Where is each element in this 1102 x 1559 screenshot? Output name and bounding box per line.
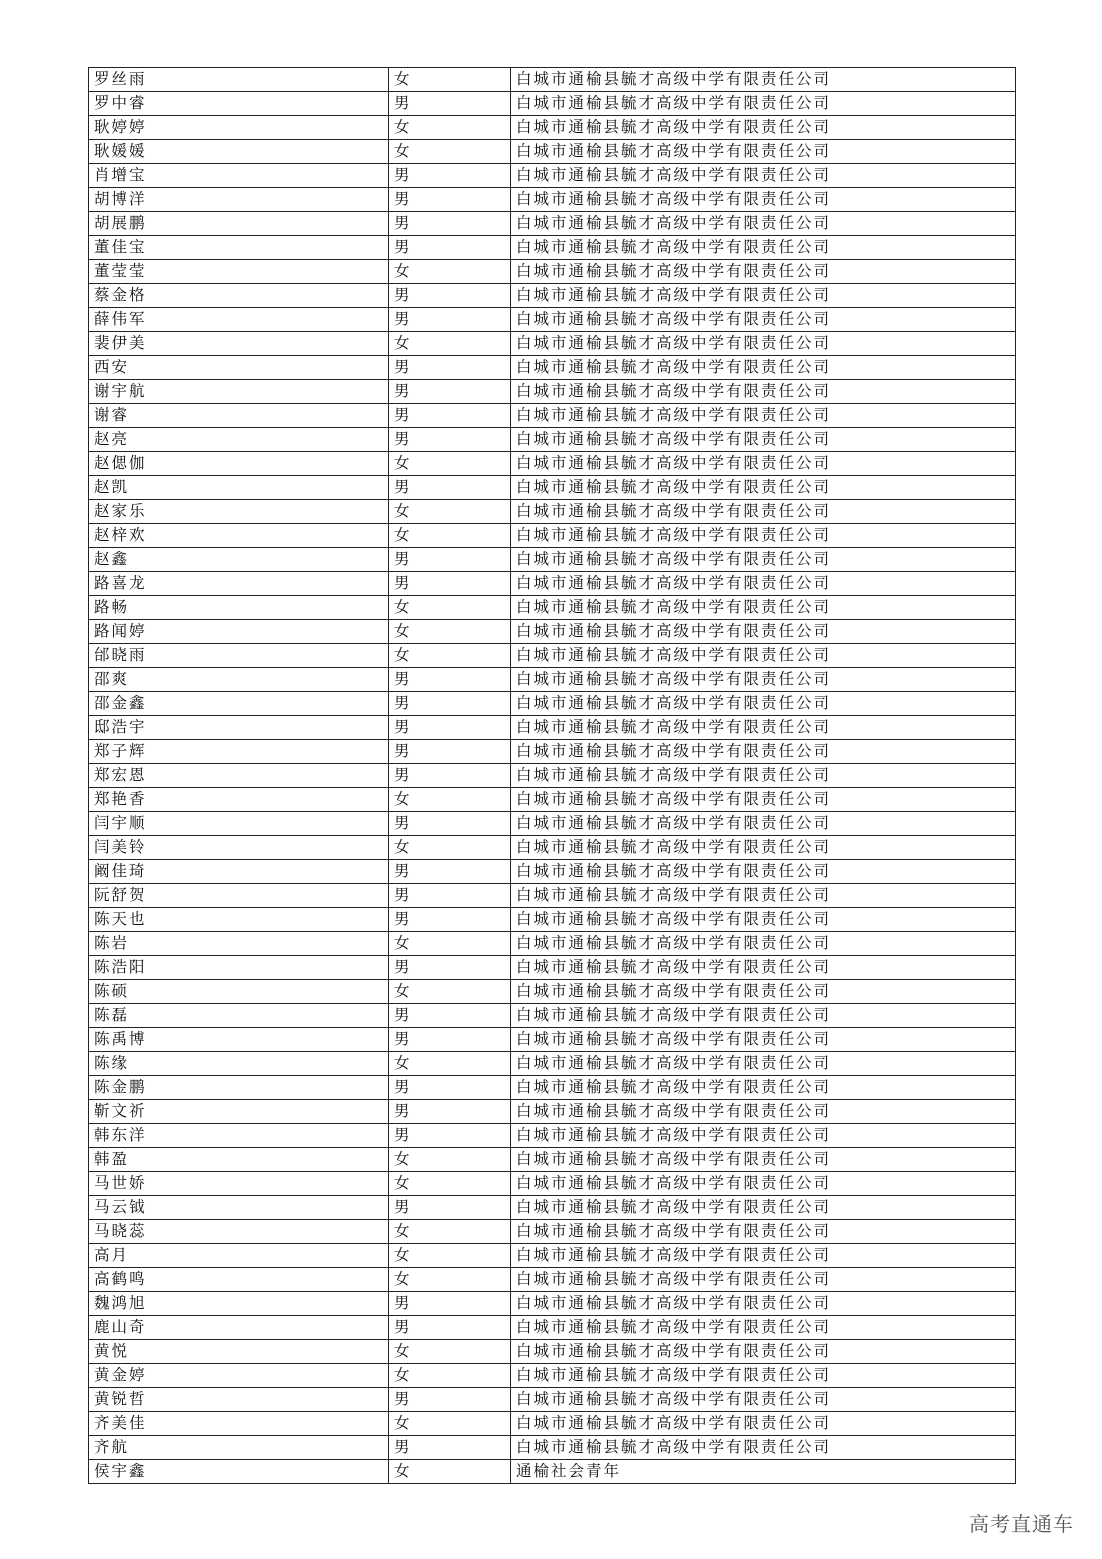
table-row [89,668,1016,692]
name-cell: 赵家乐 [89,500,389,524]
name-cell: 薛伟军 [89,308,389,332]
name-cell: 马晓蕊 [89,1220,389,1244]
table-row [89,212,1016,236]
table-row [89,476,1016,500]
unit-cell: 白城市通榆县毓才高级中学有限责任公司 [511,812,1016,836]
unit-cell: 白城市通榆县毓才高级中学有限责任公司 [511,1076,1016,1100]
name-cell: 齐航 [89,1436,389,1460]
watermark-text: 高考直通车 [969,1512,1074,1536]
gender-cell: 男 [389,236,511,260]
table-row [89,740,1016,764]
table-row [89,1028,1016,1052]
table-row [89,380,1016,404]
gender-cell: 女 [389,836,511,860]
table-row [89,1004,1016,1028]
unit-cell: 白城市通榆县毓才高级中学有限责任公司 [511,140,1016,164]
gender-cell: 女 [389,644,511,668]
name-cell: 魏鸿旭 [89,1292,389,1316]
unit-cell: 通榆社会青年 [511,1460,1016,1484]
gender-cell: 女 [389,68,511,92]
name-cell: 耿媛媛 [89,140,389,164]
name-cell: 路畅 [89,596,389,620]
table-row [89,956,1016,980]
name-cell: 赵鑫 [89,548,389,572]
table-row [89,1460,1016,1484]
table-row [89,620,1016,644]
gender-cell: 男 [389,1028,511,1052]
table-row [89,140,1016,164]
unit-cell: 白城市通榆县毓才高级中学有限责任公司 [511,380,1016,404]
gender-cell: 男 [389,812,511,836]
unit-cell: 白城市通榆县毓才高级中学有限责任公司 [511,572,1016,596]
gender-cell: 男 [389,1436,511,1460]
gender-cell: 男 [389,476,511,500]
gender-cell: 男 [389,1388,511,1412]
table-row [89,980,1016,1004]
table-row [89,908,1016,932]
name-cell: 韩盈 [89,1148,389,1172]
unit-cell: 白城市通榆县毓才高级中学有限责任公司 [511,284,1016,308]
gender-cell: 男 [389,380,511,404]
unit-cell: 白城市通榆县毓才高级中学有限责任公司 [511,476,1016,500]
table-row [89,1124,1016,1148]
unit-cell: 白城市通榆县毓才高级中学有限责任公司 [511,716,1016,740]
roster-body [89,68,1016,1484]
name-cell: 郑艳香 [89,788,389,812]
name-cell: 陈岩 [89,932,389,956]
gender-cell: 男 [389,668,511,692]
gender-cell: 男 [389,164,511,188]
table-row [89,1364,1016,1388]
table-row [89,524,1016,548]
name-cell: 闫宇顺 [89,812,389,836]
unit-cell: 白城市通榆县毓才高级中学有限责任公司 [511,1220,1016,1244]
unit-cell: 白城市通榆县毓才高级中学有限责任公司 [511,1388,1016,1412]
table-row [89,1268,1016,1292]
table-row [89,1292,1016,1316]
name-cell: 黄悦 [89,1340,389,1364]
gender-cell: 男 [389,572,511,596]
table-row [89,1244,1016,1268]
name-cell: 邵爽 [89,668,389,692]
table-row [89,500,1016,524]
gender-cell: 男 [389,356,511,380]
table-row [89,1220,1016,1244]
table-row [89,836,1016,860]
table-row [89,596,1016,620]
gender-cell: 男 [389,1316,511,1340]
gender-cell: 女 [389,1340,511,1364]
gender-cell: 男 [389,404,511,428]
unit-cell: 白城市通榆县毓才高级中学有限责任公司 [511,260,1016,284]
table-row [89,1148,1016,1172]
name-cell: 董佳宝 [89,236,389,260]
name-cell: 陈浩阳 [89,956,389,980]
gender-cell: 男 [389,740,511,764]
gender-cell: 男 [389,1076,511,1100]
name-cell: 赵梓欢 [89,524,389,548]
gender-cell: 男 [389,1124,511,1148]
table-row [89,68,1016,92]
gender-cell: 女 [389,1172,511,1196]
unit-cell: 白城市通榆县毓才高级中学有限责任公司 [511,1052,1016,1076]
unit-cell: 白城市通榆县毓才高级中学有限责任公司 [511,116,1016,140]
name-cell: 谢睿 [89,404,389,428]
unit-cell: 白城市通榆县毓才高级中学有限责任公司 [511,1340,1016,1364]
name-cell: 闫美铃 [89,836,389,860]
table-row [89,716,1016,740]
table-row [89,1076,1016,1100]
name-cell: 罗中睿 [89,92,389,116]
name-cell: 郑宏恩 [89,764,389,788]
unit-cell: 白城市通榆县毓才高级中学有限责任公司 [511,1100,1016,1124]
table-row [89,812,1016,836]
name-cell: 高月 [89,1244,389,1268]
gender-cell: 男 [389,1292,511,1316]
table-row [89,572,1016,596]
roster-table [88,67,1016,1484]
table-row [89,884,1016,908]
gender-cell: 男 [389,956,511,980]
name-cell: 阮舒贺 [89,884,389,908]
name-cell: 侯宇鑫 [89,1460,389,1484]
gender-cell: 女 [389,932,511,956]
name-cell: 西安 [89,356,389,380]
name-cell: 邸浩宇 [89,716,389,740]
unit-cell: 白城市通榆县毓才高级中学有限责任公司 [511,68,1016,92]
name-cell: 邰晓雨 [89,644,389,668]
gender-cell: 女 [389,1148,511,1172]
unit-cell: 白城市通榆县毓才高级中学有限责任公司 [511,524,1016,548]
gender-cell: 女 [389,596,511,620]
unit-cell: 白城市通榆县毓才高级中学有限责任公司 [511,1412,1016,1436]
gender-cell: 男 [389,284,511,308]
table-row [89,116,1016,140]
name-cell: 马云钺 [89,1196,389,1220]
table-row [89,92,1016,116]
gender-cell: 女 [389,1052,511,1076]
name-cell: 赵凯 [89,476,389,500]
unit-cell: 白城市通榆县毓才高级中学有限责任公司 [511,356,1016,380]
unit-cell: 白城市通榆县毓才高级中学有限责任公司 [511,908,1016,932]
table-row [89,452,1016,476]
gender-cell: 男 [389,908,511,932]
table-row [89,1340,1016,1364]
unit-cell: 白城市通榆县毓才高级中学有限责任公司 [511,500,1016,524]
name-cell: 高鹤鸣 [89,1268,389,1292]
table-row [89,1052,1016,1076]
unit-cell: 白城市通榆县毓才高级中学有限责任公司 [511,644,1016,668]
gender-cell: 女 [389,140,511,164]
table-row [89,236,1016,260]
name-cell: 鹿山奇 [89,1316,389,1340]
gender-cell: 男 [389,1196,511,1220]
table-row [89,788,1016,812]
unit-cell: 白城市通榆县毓才高级中学有限责任公司 [511,308,1016,332]
gender-cell: 女 [389,452,511,476]
gender-cell: 女 [389,980,511,1004]
gender-cell: 男 [389,1100,511,1124]
table-row [89,1172,1016,1196]
gender-cell: 女 [389,500,511,524]
name-cell: 邵金鑫 [89,692,389,716]
name-cell: 赵亮 [89,428,389,452]
unit-cell: 白城市通榆县毓才高级中学有限责任公司 [511,212,1016,236]
table-row [89,284,1016,308]
unit-cell: 白城市通榆县毓才高级中学有限责任公司 [511,1028,1016,1052]
unit-cell: 白城市通榆县毓才高级中学有限责任公司 [511,1316,1016,1340]
name-cell: 路喜龙 [89,572,389,596]
name-cell: 蔡金格 [89,284,389,308]
gender-cell: 男 [389,1004,511,1028]
table-row [89,1436,1016,1460]
unit-cell: 白城市通榆县毓才高级中学有限责任公司 [511,236,1016,260]
name-cell: 马世娇 [89,1172,389,1196]
name-cell: 靳文祈 [89,1100,389,1124]
table-row [89,1100,1016,1124]
table-row [89,860,1016,884]
gender-cell: 男 [389,884,511,908]
unit-cell: 白城市通榆县毓才高级中学有限责任公司 [511,980,1016,1004]
gender-cell: 女 [389,1220,511,1244]
gender-cell: 女 [389,1460,511,1484]
name-cell: 董莹莹 [89,260,389,284]
unit-cell: 白城市通榆县毓才高级中学有限责任公司 [511,1364,1016,1388]
gender-cell: 男 [389,860,511,884]
table-row [89,356,1016,380]
name-cell: 耿婷婷 [89,116,389,140]
unit-cell: 白城市通榆县毓才高级中学有限责任公司 [511,596,1016,620]
unit-cell: 白城市通榆县毓才高级中学有限责任公司 [511,668,1016,692]
table-row [89,1412,1016,1436]
table-row [89,260,1016,284]
gender-cell: 男 [389,428,511,452]
unit-cell: 白城市通榆县毓才高级中学有限责任公司 [511,1292,1016,1316]
table-row [89,404,1016,428]
name-cell: 陈缘 [89,1052,389,1076]
table-row [89,308,1016,332]
table-row [89,764,1016,788]
name-cell: 黄锐哲 [89,1388,389,1412]
name-cell: 谢宇航 [89,380,389,404]
name-cell: 陈硕 [89,980,389,1004]
name-cell: 陈金鹏 [89,1076,389,1100]
name-cell: 阚佳琦 [89,860,389,884]
gender-cell: 男 [389,188,511,212]
table-row [89,932,1016,956]
unit-cell: 白城市通榆县毓才高级中学有限责任公司 [511,884,1016,908]
table-row [89,188,1016,212]
table-row [89,1196,1016,1220]
gender-cell: 男 [389,548,511,572]
unit-cell: 白城市通榆县毓才高级中学有限责任公司 [511,188,1016,212]
unit-cell: 白城市通榆县毓才高级中学有限责任公司 [511,764,1016,788]
table-row [89,644,1016,668]
unit-cell: 白城市通榆县毓才高级中学有限责任公司 [511,92,1016,116]
unit-cell: 白城市通榆县毓才高级中学有限责任公司 [511,620,1016,644]
unit-cell: 白城市通榆县毓才高级中学有限责任公司 [511,1004,1016,1028]
unit-cell: 白城市通榆县毓才高级中学有限责任公司 [511,1436,1016,1460]
name-cell: 肖增宝 [89,164,389,188]
name-cell: 裴伊美 [89,332,389,356]
unit-cell: 白城市通榆县毓才高级中学有限责任公司 [511,740,1016,764]
unit-cell: 白城市通榆县毓才高级中学有限责任公司 [511,1268,1016,1292]
unit-cell: 白城市通榆县毓才高级中学有限责任公司 [511,692,1016,716]
name-cell: 路闻婷 [89,620,389,644]
name-cell: 韩东洋 [89,1124,389,1148]
table-row [89,692,1016,716]
gender-cell: 女 [389,116,511,140]
unit-cell: 白城市通榆县毓才高级中学有限责任公司 [511,1148,1016,1172]
gender-cell: 女 [389,1268,511,1292]
unit-cell: 白城市通榆县毓才高级中学有限责任公司 [511,452,1016,476]
unit-cell: 白城市通榆县毓才高级中学有限责任公司 [511,860,1016,884]
gender-cell: 女 [389,1244,511,1268]
gender-cell: 男 [389,212,511,236]
gender-cell: 女 [389,260,511,284]
unit-cell: 白城市通榆县毓才高级中学有限责任公司 [511,1172,1016,1196]
unit-cell: 白城市通榆县毓才高级中学有限责任公司 [511,428,1016,452]
gender-cell: 男 [389,764,511,788]
unit-cell: 白城市通榆县毓才高级中学有限责任公司 [511,836,1016,860]
name-cell: 陈磊 [89,1004,389,1028]
name-cell: 赵偲伽 [89,452,389,476]
name-cell: 罗丝雨 [89,68,389,92]
table-row [89,548,1016,572]
unit-cell: 白城市通榆县毓才高级中学有限责任公司 [511,548,1016,572]
unit-cell: 白城市通榆县毓才高级中学有限责任公司 [511,404,1016,428]
unit-cell: 白城市通榆县毓才高级中学有限责任公司 [511,956,1016,980]
gender-cell: 女 [389,524,511,548]
name-cell: 齐美佳 [89,1412,389,1436]
gender-cell: 男 [389,308,511,332]
table-row [89,164,1016,188]
unit-cell: 白城市通榆县毓才高级中学有限责任公司 [511,164,1016,188]
name-cell: 胡博洋 [89,188,389,212]
name-cell: 陈天也 [89,908,389,932]
gender-cell: 女 [389,332,511,356]
table-row [89,1388,1016,1412]
unit-cell: 白城市通榆县毓才高级中学有限责任公司 [511,1196,1016,1220]
gender-cell: 男 [389,692,511,716]
gender-cell: 男 [389,716,511,740]
name-cell: 郑子辉 [89,740,389,764]
unit-cell: 白城市通榆县毓才高级中学有限责任公司 [511,932,1016,956]
gender-cell: 女 [389,620,511,644]
name-cell: 胡展鹏 [89,212,389,236]
name-cell: 黄金婷 [89,1364,389,1388]
table-row [89,332,1016,356]
table-row [89,1316,1016,1340]
unit-cell: 白城市通榆县毓才高级中学有限责任公司 [511,1244,1016,1268]
gender-cell: 女 [389,788,511,812]
unit-cell: 白城市通榆县毓才高级中学有限责任公司 [511,332,1016,356]
name-cell: 陈禹博 [89,1028,389,1052]
unit-cell: 白城市通榆县毓才高级中学有限责任公司 [511,788,1016,812]
gender-cell: 男 [389,92,511,116]
unit-cell: 白城市通榆县毓才高级中学有限责任公司 [511,1124,1016,1148]
gender-cell: 女 [389,1364,511,1388]
gender-cell: 女 [389,1412,511,1436]
table-row [89,428,1016,452]
